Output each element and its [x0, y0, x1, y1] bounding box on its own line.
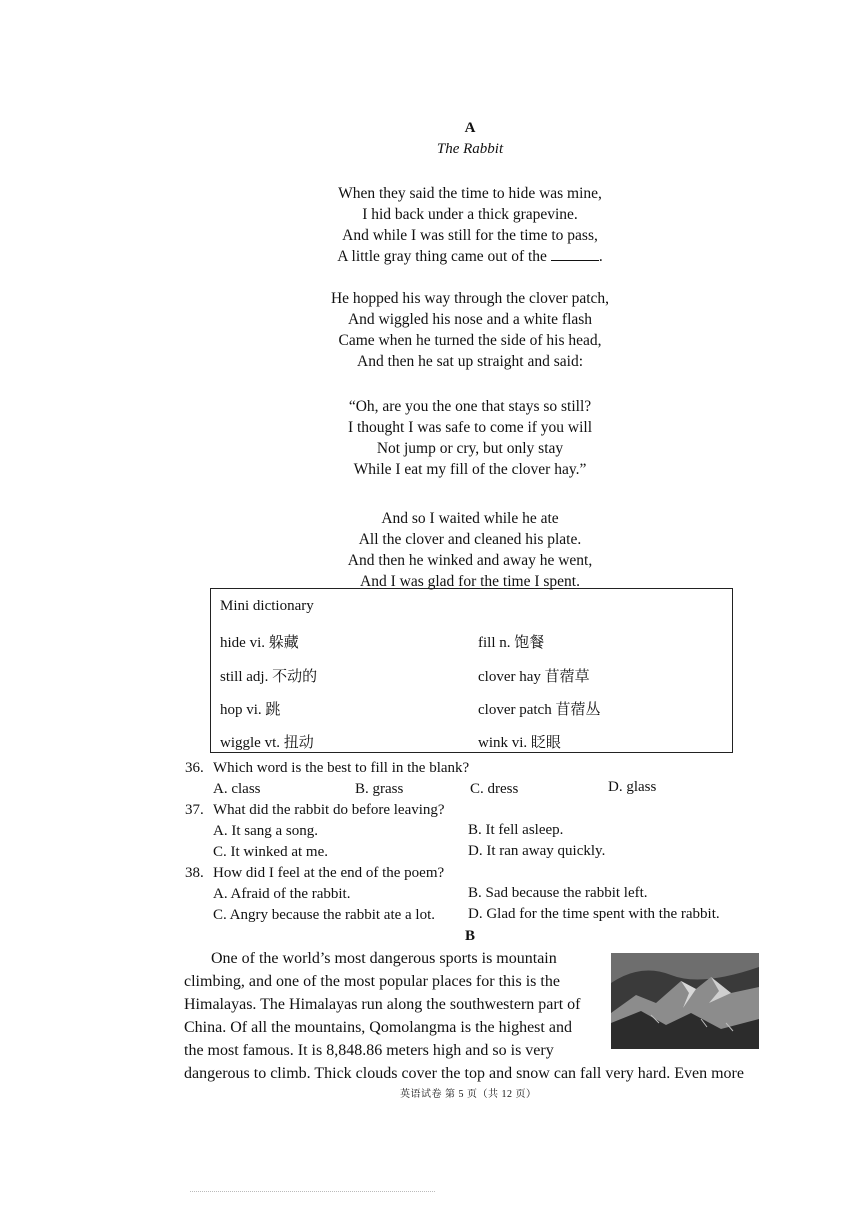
- dictionary-entry: clover hay 苜蓿草: [478, 669, 590, 685]
- poem-line: Came when he turned the side of his head,: [338, 332, 602, 349]
- poem-line: And then he sat up straight and said:: [357, 353, 583, 370]
- poem-line: Not jump or cry, but only stay: [376, 440, 564, 457]
- poem-line: I hid back under a thick grapevine.: [362, 206, 578, 223]
- answer-option: A. class: [213, 781, 261, 797]
- poem-line: All the clover and cleaned his plate.: [358, 531, 582, 548]
- scan-divider: [190, 1191, 435, 1192]
- dictionary-entry: wink vi. 眨眼: [478, 735, 561, 751]
- dictionary-title: Mini dictionary: [220, 598, 314, 614]
- passage-line: Himalayas. The Himalayas run along the southwestern part of: [184, 996, 581, 1013]
- passage-line: dangerous to climb. Thick clouds cover the top and snow can fall very hard. Even more: [184, 1065, 744, 1082]
- answer-option: C. Angry because the rabbit ate a lot.: [213, 907, 436, 923]
- answer-option: C. It winked at me.: [213, 844, 328, 860]
- poem-line: I thought I was safe to come if you will: [347, 419, 593, 436]
- passage-line: the most famous. It is 8,848.86 meters high and so is very: [184, 1042, 554, 1059]
- dictionary-entry: still adj. 不动的: [220, 669, 318, 685]
- answer-option: A. It sang a song.: [213, 823, 318, 839]
- mini-dictionary-box: [210, 588, 733, 753]
- poem-line-text: A little gray thing came out of the: [337, 248, 547, 265]
- answer-option: B. Sad because the rabbit left.: [468, 885, 648, 901]
- section-a-heading: A: [464, 120, 476, 136]
- answer-option: C. dress: [470, 781, 519, 797]
- poem-title: The Rabbit: [436, 141, 504, 157]
- poem-line-end: .: [598, 248, 603, 265]
- page-footer: 英语试卷 第 5 页（共 12 页）: [400, 1089, 537, 1100]
- passage-line: China. Of all the mountains, Qomolangma is the highest and: [184, 1019, 572, 1036]
- passage-line: One of the world’s most dangerous sports is mountain: [211, 950, 557, 967]
- fill-blank: [551, 248, 599, 261]
- poem-line-with-blank: [0, 246, 860, 267]
- answer-option: B. grass: [355, 781, 404, 797]
- poem-line: When they said the time to hide was mine,: [338, 185, 602, 202]
- answer-option: D. glass: [608, 779, 657, 795]
- poem-line: And so I waited while he ate: [381, 510, 559, 527]
- question-number: 36.: [185, 760, 204, 776]
- dictionary-entry: clover patch 苜蓿丛: [478, 702, 601, 718]
- question-text: Which word is the best to fill in the blank?: [213, 760, 470, 776]
- answer-option: B. It fell asleep.: [468, 822, 564, 838]
- answer-option: D. Glad for the time spent with the rabbit.: [468, 906, 720, 922]
- dictionary-entry: hide vi. 躲藏: [220, 635, 299, 651]
- question-number: 37.: [185, 802, 204, 818]
- question-number: 38.: [185, 865, 204, 881]
- dictionary-entry: fill n. 饱餐: [478, 635, 545, 651]
- poem-line: “Oh, are you the one that stays so still?: [348, 398, 592, 415]
- mountain-illustration: [611, 953, 759, 1049]
- answer-option: A. Afraid of the rabbit.: [213, 886, 351, 902]
- poem-line: He hopped his way through the clover patch,: [330, 290, 610, 307]
- poem-line: And while I was still for the time to pass,: [342, 227, 598, 244]
- question-text: How did I feel at the end of the poem?: [213, 865, 445, 881]
- dictionary-entry: hop vi. 跳: [220, 702, 281, 718]
- passage-line: climbing, and one of the most popular places for this is the: [184, 973, 560, 990]
- question-text: What did the rabbit do before leaving?: [213, 802, 445, 818]
- poem-line: While I eat my fill of the clover hay.”: [353, 461, 587, 478]
- poem-line: And I was glad for the time I spent.: [360, 573, 580, 590]
- answer-option: D. It ran away quickly.: [468, 843, 606, 859]
- section-b-heading: B: [465, 928, 476, 944]
- poem-line: And then he winked and away he went,: [347, 552, 593, 569]
- dictionary-entry: wiggle vt. 扭动: [220, 735, 314, 751]
- poem-line: And wiggled his nose and a white flash: [347, 311, 593, 328]
- mountain-photo: [611, 953, 759, 1049]
